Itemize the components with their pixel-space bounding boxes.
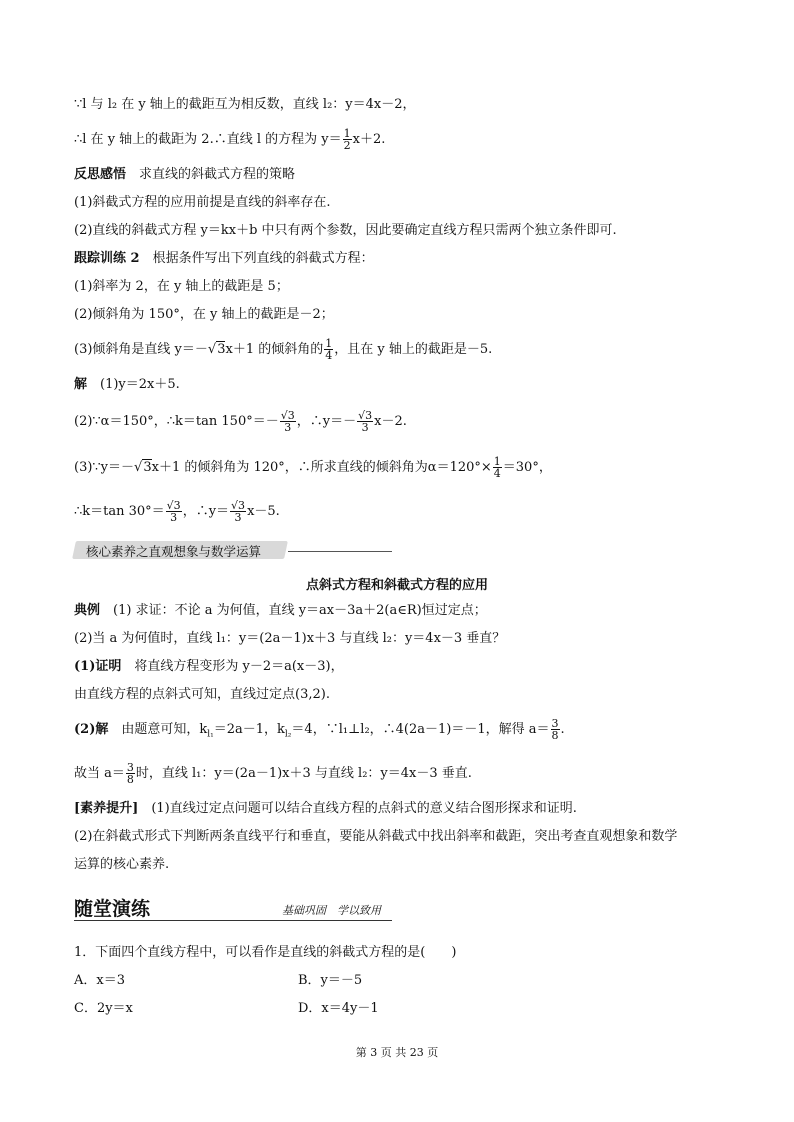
fraction [493, 456, 502, 479]
proof-label: (1)证明 [74, 659, 122, 674]
exercise-item-1 [74, 278, 289, 296]
numerator: 1 [325, 337, 333, 350]
core-literacy-banner [74, 540, 392, 562]
text: 由题意可知，k [108, 722, 208, 737]
reflection-point-2 [74, 222, 617, 240]
text: A．x＝3 [74, 973, 125, 988]
proof-line-1 [74, 658, 344, 676]
text: ∵l 与 l₂ 在 y 轴上的截距互为相反数，直线 l₂：y＝4x－2， [74, 97, 416, 112]
fraction [126, 762, 135, 785]
text: ，∴y＝ [182, 504, 230, 519]
text: ＝2a－1，k [213, 722, 285, 737]
numerator: √3 [280, 409, 295, 422]
exercise-item-2 [74, 306, 334, 324]
text: ，且在 y 轴上的截距是－5. [334, 342, 493, 357]
banner-text: 核心素养之直观想象与数学运算 [86, 544, 262, 559]
solution-label: (2)解 [74, 722, 109, 737]
option-a [74, 972, 125, 990]
text: (2)当 a 为何值时，直线 l₁：y＝(2a－1)x＋3 与直线 l₂：y＝4x－3 垂直？ [74, 631, 506, 646]
text: ＝4，∵l₁⊥l₂，∴4(2a－1)＝－1，解得 a＝ [291, 722, 550, 737]
text: ，∴y＝－ [296, 414, 357, 429]
section-title: 点斜式方程和斜截式方程的应用 [305, 578, 488, 593]
fraction [343, 128, 352, 151]
denominator: 3 [234, 511, 242, 524]
example-label: 典例 [74, 603, 101, 618]
numerator: √3 [166, 499, 181, 512]
option-b [298, 972, 362, 990]
answer-line-1 [74, 376, 180, 394]
text: B．y＝－5 [298, 973, 363, 988]
text: (2)倾斜角为 150°，在 y 轴上的截距是－2； [74, 307, 334, 322]
literacy-lift-line-1 [74, 800, 577, 818]
text: C．2y＝x [74, 1001, 133, 1016]
denominator: 8 [551, 729, 559, 742]
literacy-lift-line-3 [74, 856, 169, 874]
text: (3)倾斜角是直线 y＝－ [74, 342, 208, 357]
text: (1) 求证：不论 a 为何值，直线 y＝ax－3a＋2(a∈R)恒过定点； [100, 603, 487, 618]
answer-line-3: (3)∵y＝－√3x＋1 的倾斜角为 120°，∴所求直线的倾斜角为α＝120°× $\frac{1}{4}$ ＝30°， [74, 455, 552, 480]
answer-line-2 [74, 410, 407, 433]
text: 由直线方程的点斜式可知，直线过定点(3,2). [74, 687, 330, 702]
text: (3)∵y＝－ [74, 460, 135, 475]
answer-label: 解 [74, 377, 88, 392]
text: 根据条件写出下列直线的斜截式方程： [139, 251, 374, 266]
text: (2)直线的斜截式方程 y＝kx＋b 中只有两个参数，因此要确定直线方程只需两个独立条件即可. [74, 223, 617, 238]
practice-underline [74, 920, 392, 921]
text: D．x＝4y－1 [298, 1001, 379, 1016]
denominator: 4 [493, 467, 501, 480]
text: x＋2. [352, 132, 386, 147]
denominator: 3 [284, 421, 292, 434]
text: (1)斜截式方程的应用前提是直线的斜率存在. [74, 195, 331, 210]
text: (1)斜率为 2，在 y 轴上的截距是 5； [74, 279, 289, 294]
text: 时，直线 l₁：y＝(2a－1)x＋3 与直线 l₂：y＝4x－3 垂直. [135, 766, 472, 781]
denominator: 8 [126, 773, 134, 786]
answer-line-4 [74, 500, 280, 523]
practice-section-header [74, 894, 392, 924]
denominator: 3 [361, 421, 369, 434]
reflection-label: 反思感悟 [74, 167, 127, 182]
reflection-heading [74, 166, 295, 184]
numerator: 1 [343, 127, 351, 140]
text: 求直线的斜截式方程的策略 [126, 167, 296, 182]
denominator: 2 [343, 139, 351, 152]
fraction [230, 500, 246, 523]
text: . [560, 722, 565, 737]
text: ∴k＝tan 30°＝ [74, 504, 165, 519]
fraction [357, 410, 373, 433]
text: x－5. [247, 504, 280, 519]
example-line-2 [74, 630, 505, 648]
option-c [74, 1000, 133, 1018]
literacy-lift-label: [素养提升] [74, 801, 139, 816]
numerator: 3 [126, 761, 134, 774]
text: ∴l 在 y 轴上的截距为 2.∴直线 l 的方程为 y＝ [74, 132, 342, 147]
exercise-item-3: (3)倾斜角是直线 y＝－√3x＋1 的倾斜角的 $\frac{1}{4}$ ，且在 y 轴上的截距是－5. [74, 337, 493, 362]
fraction [280, 410, 296, 433]
text: (1)y＝2x＋5. [87, 377, 180, 392]
subscript: l₁ [207, 729, 214, 740]
solution-line-1 [74, 96, 416, 114]
tracking-label: 跟踪训练 2 [74, 251, 140, 266]
proof-line-2 [74, 686, 330, 704]
numerator: √3 [231, 499, 246, 512]
literacy-lift-line-2 [74, 828, 677, 846]
text: (2)在斜截式形式下判断两条直线平行和垂直，要能从斜截式中找出斜率和截距，突出考查直观想象和数学 [74, 829, 678, 844]
text: 运算的核心素养. [74, 857, 170, 872]
example-line-1 [74, 602, 487, 620]
reflection-point-1 [74, 194, 331, 212]
text: 1．下面四个直线方程中，可以看作是直线的斜截式方程的是( ) [74, 945, 457, 960]
solution-conclusion [74, 762, 472, 785]
text: (1)直线过定点问题可以结合直线方程的点斜式的意义结合图形探求和证明. [138, 801, 577, 816]
radicand: 3 [143, 460, 152, 475]
tracking-exercise-heading [74, 250, 374, 268]
option-d [298, 1000, 379, 1018]
fraction [166, 500, 182, 523]
denominator: 4 [325, 349, 333, 362]
text: x－2. [374, 414, 407, 429]
fraction [551, 718, 560, 741]
fraction [324, 338, 333, 361]
denominator: 3 [170, 511, 178, 524]
text: x＋1 的倾斜角的 [225, 342, 324, 357]
practice-subtitle: 基础巩固 学以致用 [282, 904, 381, 917]
question-1 [74, 944, 456, 962]
page-footer: 第 3 页 共 23 页 [355, 1046, 439, 1059]
subscript: l₂ [284, 729, 292, 740]
practice-title: 随堂演练 [74, 898, 151, 920]
text: ＝30°， [502, 460, 552, 475]
text: 将直线方程变形为 y－2＝a(x－3)， [121, 659, 344, 674]
numerator: √3 [358, 409, 373, 422]
text: 故当 a＝ [74, 766, 125, 781]
banner-rule [288, 551, 392, 552]
solution-line-2 [74, 128, 385, 151]
numerator: 1 [493, 455, 501, 468]
numerator: 3 [551, 717, 559, 730]
text: (2)∵α＝150°，∴k＝tan 150°＝－ [74, 414, 279, 429]
text: x＋1 的倾斜角为 120°，∴所求直线的倾斜角为α＝120°× [151, 460, 492, 475]
solution-part-2 [74, 718, 565, 744]
radicand: 3 [217, 342, 226, 357]
